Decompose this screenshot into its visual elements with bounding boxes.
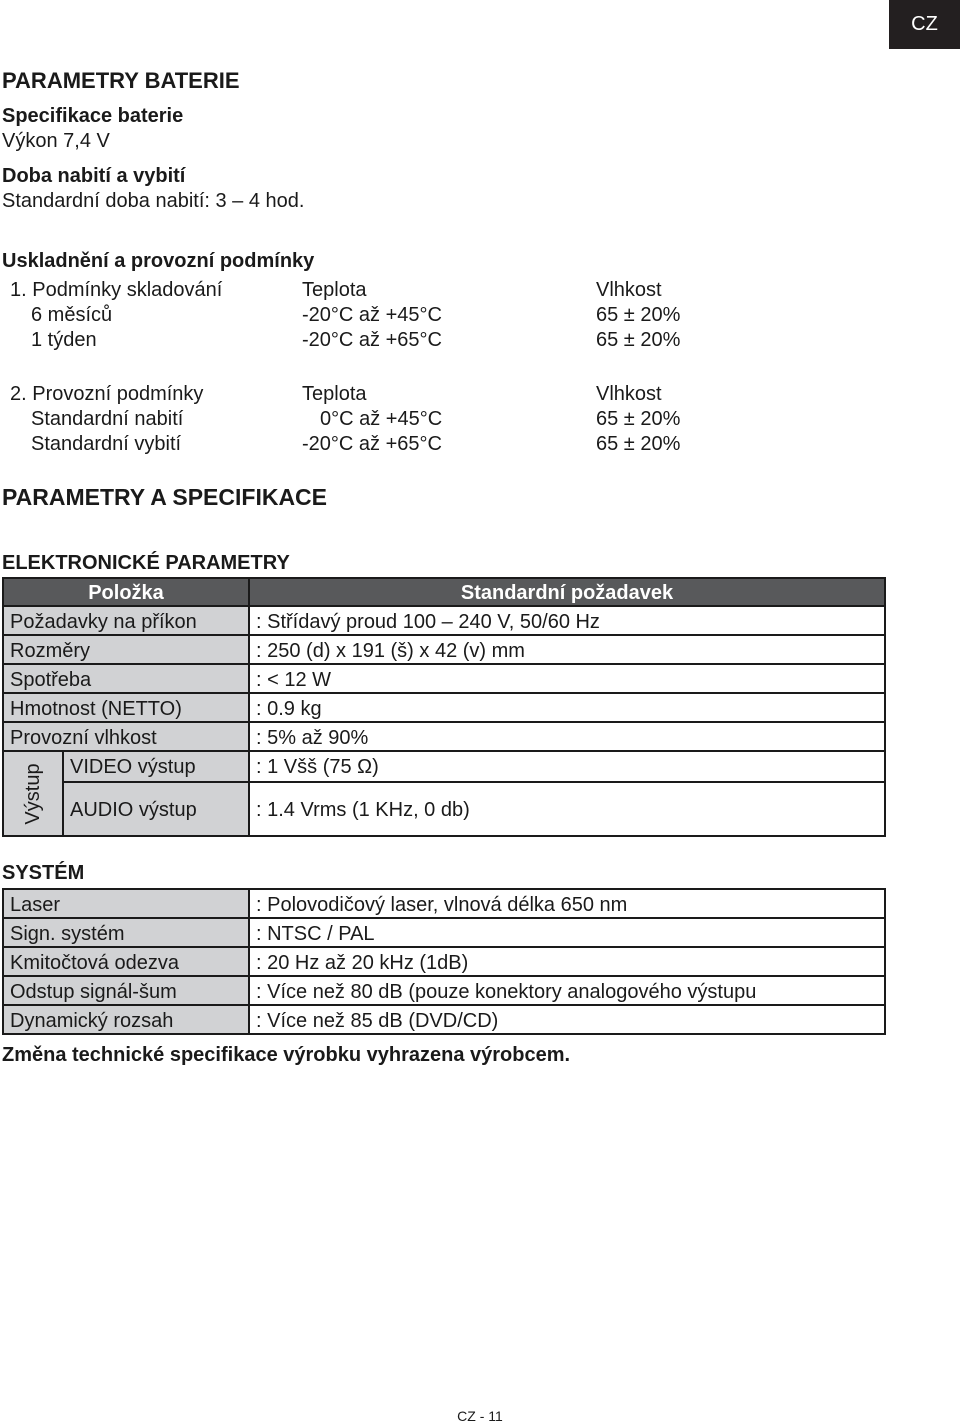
storage-col-temp: Teplota	[302, 279, 367, 301]
specs-title: PARAMETRY A SPECIFIKACE	[2, 484, 328, 510]
row-value: : Více než 80 dB (pouze konektory analogového výstupu	[256, 981, 757, 1003]
system-title: SYSTÉM	[2, 862, 85, 884]
header-requirement-label: Standardní požadavek	[460, 582, 674, 604]
row-label: Kmitočtová odezva	[10, 952, 179, 974]
battery-title: PARAMETRY BATERIE	[2, 68, 240, 93]
table-row-value	[248, 663, 886, 694]
row-label: Spotřeba	[10, 669, 92, 691]
operation-row-humidity: 65 ± 20%	[596, 408, 681, 430]
battery-spec-value: Výkon 7,4 V	[2, 130, 110, 152]
row-value: : < 12 W	[256, 669, 332, 691]
table-row-value	[248, 975, 886, 1006]
storage-row-label: 6 měsíců	[31, 304, 113, 326]
row-label: Odstup signál-šum	[10, 981, 177, 1003]
row-label: Požadavky na příkon	[10, 611, 197, 633]
table-row-value	[248, 750, 886, 783]
operation-col-temp: Teplota	[302, 383, 367, 405]
header-requirement	[248, 577, 886, 607]
table-row-value	[248, 946, 886, 977]
battery-spec-heading: Specifikace baterie	[2, 105, 184, 127]
row-value: : 0.9 kg	[256, 698, 322, 720]
row-label: AUDIO výstup	[70, 799, 197, 821]
table-row-label	[62, 781, 250, 837]
row-value: : 1.4 Vrms (1 KHz, 0 db)	[256, 799, 470, 821]
row-label: VIDEO výstup	[70, 756, 196, 778]
table-row-value	[248, 888, 886, 919]
table-row-value	[248, 721, 886, 752]
output-group-cell	[2, 750, 64, 837]
language-tab: CZ	[889, 0, 960, 49]
storage-row-humidity: 65 ± 20%	[596, 304, 681, 326]
row-label: Dynamický rozsah	[10, 1010, 174, 1032]
table-row-label	[2, 692, 250, 723]
row-value: : 20 Hz až 20 kHz (1dB)	[256, 952, 469, 974]
row-label: Hmotnost (NETTO)	[10, 698, 182, 720]
operation-row-temp: 0°C až +45°C	[320, 408, 443, 430]
header-item-label: Položka	[88, 582, 164, 604]
table-row-label	[62, 750, 250, 783]
operation-row-humidity: 65 ± 20%	[596, 433, 681, 455]
row-value: : 250 (d) x 191 (š) x 42 (v) mm	[256, 640, 525, 662]
row-value: : Polovodičový laser, vlnová délka 650 nm	[256, 894, 628, 916]
storage-row-humidity: 65 ± 20%	[596, 329, 681, 351]
table-row-label	[2, 663, 250, 694]
row-label: Provozní vlhkost	[10, 727, 157, 749]
header-item	[2, 577, 250, 607]
page-number: CZ - 11	[457, 1408, 503, 1424]
row-label: Laser	[10, 894, 61, 916]
electronic-title: ELEKTRONICKÉ PARAMETRY	[2, 552, 290, 574]
row-value: : 1 Všš (75 Ω)	[256, 756, 379, 778]
table-row-label	[2, 975, 250, 1006]
storage-col-humidity: Vlhkost	[596, 279, 662, 301]
operation-row-temp: -20°C až +65°C	[302, 433, 442, 455]
table-row-value	[248, 781, 886, 837]
charge-heading: Doba nabití a vybití	[2, 165, 186, 187]
row-value: : Střídavý proud 100 – 240 V, 50/60 Hz	[256, 611, 600, 633]
table-row-label	[2, 917, 250, 948]
operation-row-label: Standardní vybití	[31, 433, 182, 455]
row-label: Sign. systém	[10, 923, 125, 945]
operation-row-label: Standardní nabití	[31, 408, 184, 430]
table-row-value	[248, 605, 886, 636]
storage-heading: Uskladnění a provozní podmínky	[2, 250, 315, 272]
table-row-value	[248, 634, 886, 665]
table-row-value	[248, 692, 886, 723]
storage-row-temp: -20°C až +45°C	[302, 304, 442, 326]
storage-label: 1. Podmínky skladování	[10, 279, 223, 301]
operation-label: 2. Provozní podmínky	[10, 383, 204, 405]
operation-col-humidity: Vlhkost	[596, 383, 662, 405]
table-row-value	[248, 1004, 886, 1035]
table-row-value	[248, 917, 886, 948]
row-value: : 5% až 90%	[256, 727, 369, 749]
spec-change-note: Změna technické specifikace výrobku vyhrazena výrobcem.	[2, 1044, 571, 1066]
table-row-label	[2, 888, 250, 919]
table-row-label	[2, 605, 250, 636]
storage-row-temp: -20°C až +65°C	[302, 329, 442, 351]
row-label: Rozměry	[10, 640, 91, 662]
output-group-label: Výstup	[22, 763, 44, 825]
charge-value: Standardní doba nabití: 3 – 4 hod.	[2, 190, 305, 212]
row-value: : Více než 85 dB (DVD/CD)	[256, 1010, 499, 1032]
table-row-label	[2, 634, 250, 665]
row-value: : NTSC / PAL	[256, 923, 375, 945]
table-row-label	[2, 946, 250, 977]
storage-row-label: 1 týden	[31, 329, 97, 351]
table-row-label	[2, 1004, 250, 1035]
